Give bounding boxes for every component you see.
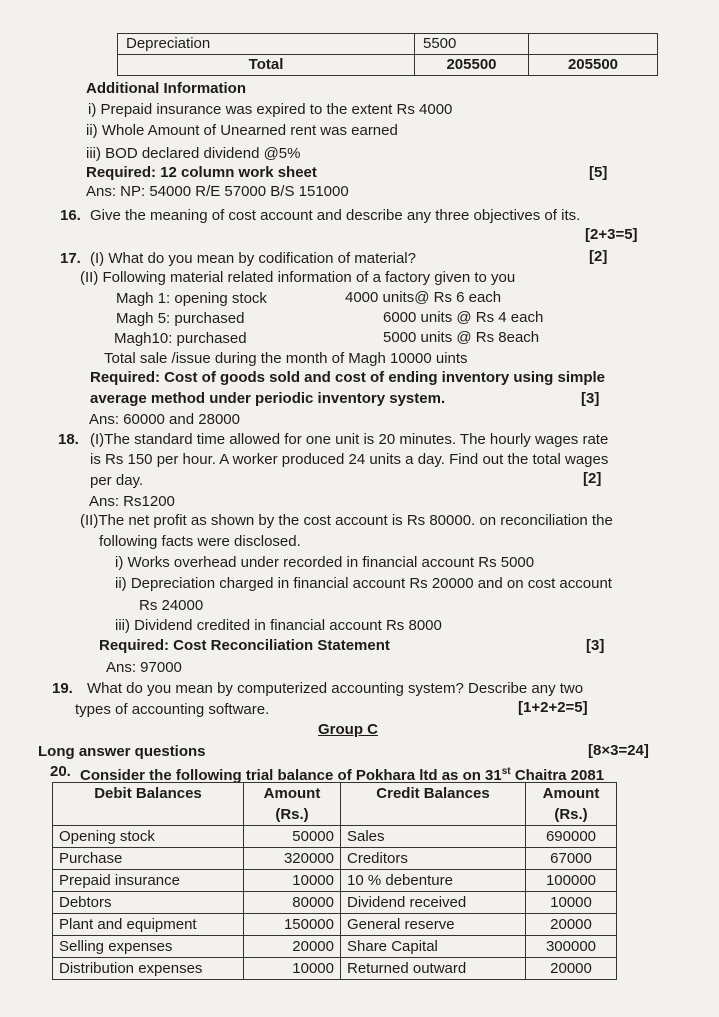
row-label: Depreciation bbox=[118, 34, 415, 55]
question-number: 17. bbox=[60, 250, 81, 267]
credit-amount: 20000 bbox=[526, 958, 617, 980]
debit-total: 205500 bbox=[415, 55, 529, 76]
question-number: 16. bbox=[60, 207, 81, 224]
row-label: Total bbox=[118, 55, 415, 76]
material-label: Magh10: purchased bbox=[114, 330, 247, 347]
marks: [3] bbox=[581, 390, 600, 407]
fact-item: ii) Depreciation charged in financial account Rs 20000 and on cost account bbox=[115, 575, 612, 592]
credit-item: Returned outward bbox=[341, 958, 526, 980]
question-text: following facts were disclosed. bbox=[99, 533, 301, 550]
credit-item: Share Capital bbox=[341, 936, 526, 958]
marks: [8×3=24] bbox=[588, 742, 649, 759]
info-item: ii) Whole Amount of Unearned rent was earned bbox=[86, 122, 398, 139]
question-text: (II) Following material related information of a factory given to you bbox=[80, 269, 516, 286]
required-text: Required: Cost of goods sold and cost of ending inventory using simple bbox=[90, 369, 606, 386]
answer: Ans: 60000 and 28000 bbox=[89, 411, 240, 428]
credit-amount: 100000 bbox=[526, 870, 617, 892]
question-text: (I)The standard time allowed for one unit is 20 minutes. The hourly wages rate bbox=[90, 431, 609, 448]
additional-info-heading: Additional Information bbox=[86, 80, 246, 97]
material-value: 4000 units@ Rs 6 each bbox=[345, 289, 502, 306]
question-number: 18. bbox=[58, 431, 79, 448]
credit-item: 10 % debenture bbox=[341, 870, 526, 892]
question-text: per day. bbox=[90, 472, 144, 489]
total-sale: Total sale /issue during the month of Magh 10000 uints bbox=[104, 350, 468, 367]
answer: Ans: 97000 bbox=[106, 659, 182, 676]
debit-item: Prepaid insurance bbox=[53, 870, 244, 892]
debit-amount: 80000 bbox=[244, 892, 341, 914]
required-text: Required: 12 column work sheet bbox=[86, 164, 317, 181]
table-row bbox=[53, 936, 617, 958]
debit-item: Plant and equipment bbox=[53, 914, 244, 936]
credit-amount: 67000 bbox=[526, 848, 617, 870]
question-text: is Rs 150 per hour. A worker produced 24 units a day. Find out the total wages bbox=[90, 451, 609, 468]
marks: [2] bbox=[583, 470, 602, 487]
table-row bbox=[118, 55, 658, 76]
credit-amount: 10000 bbox=[526, 892, 617, 914]
fact-item: iii) Dividend credited in financial account Rs 8000 bbox=[115, 617, 442, 634]
material-value: 6000 units @ Rs 4 each bbox=[383, 309, 544, 326]
table-row bbox=[53, 826, 617, 848]
debit-cell: 5500 bbox=[415, 34, 529, 55]
credit-amount-header: Amount (Rs.) bbox=[526, 783, 617, 826]
material-label: Magh 5: purchased bbox=[116, 310, 245, 327]
debit-item: Debtors bbox=[53, 892, 244, 914]
table-row bbox=[118, 34, 658, 55]
question-text: Consider the following trial balance of Pokhara ltd as on 31st Chaitra 2081 bbox=[80, 766, 605, 784]
marks: [5] bbox=[589, 164, 608, 181]
debit-amount-header: Amount (Rs.) bbox=[244, 783, 341, 826]
material-label: Magh 1: opening stock bbox=[116, 290, 267, 307]
debit-amount: 10000 bbox=[244, 870, 341, 892]
section-heading: Long answer questions bbox=[38, 743, 206, 760]
credit-total: 205500 bbox=[529, 55, 658, 76]
credit-item: Dividend received bbox=[341, 892, 526, 914]
credit-header: Credit Balances bbox=[341, 783, 526, 826]
question-text: types of accounting software. bbox=[75, 701, 270, 718]
table-row bbox=[53, 870, 617, 892]
debit-amount: 10000 bbox=[244, 958, 341, 980]
credit-item: General reserve bbox=[341, 914, 526, 936]
continued-worksheet-table bbox=[117, 33, 658, 76]
table-row bbox=[53, 848, 617, 870]
debit-header: Debit Balances bbox=[53, 783, 244, 826]
fact-item: Rs 24000 bbox=[139, 597, 204, 614]
credit-amount: 690000 bbox=[526, 826, 617, 848]
debit-amount: 20000 bbox=[244, 936, 341, 958]
question-text: Give the meaning of cost account and describe any three objectives of its. bbox=[90, 207, 581, 224]
table-row bbox=[53, 892, 617, 914]
info-item: iii) BOD declared dividend @5% bbox=[86, 145, 301, 162]
debit-amount: 150000 bbox=[244, 914, 341, 936]
debit-item: Selling expenses bbox=[53, 936, 244, 958]
marks: [1+2+2=5] bbox=[518, 699, 588, 716]
question-number: 19. bbox=[52, 680, 73, 697]
marks: [2+3=5] bbox=[585, 226, 638, 243]
credit-item: Creditors bbox=[341, 848, 526, 870]
answer: Ans: Rs1200 bbox=[89, 493, 175, 510]
info-item: i) Prepaid insurance was expired to the extent Rs 4000 bbox=[88, 101, 453, 118]
answer: Ans: NP: 54000 R/E 57000 B/S 151000 bbox=[86, 183, 349, 200]
required-text: Required: Cost Reconciliation Statement bbox=[99, 637, 390, 654]
trial-balance-table bbox=[52, 782, 617, 980]
credit-amount: 300000 bbox=[526, 936, 617, 958]
question-text: (II)The net profit as shown by the cost account is Rs 80000. on reconciliation the bbox=[80, 512, 613, 529]
table-header-row bbox=[53, 783, 617, 826]
debit-item: Distribution expenses bbox=[53, 958, 244, 980]
marks: [2] bbox=[589, 248, 608, 265]
table-row bbox=[53, 914, 617, 936]
debit-item: Purchase bbox=[53, 848, 244, 870]
credit-amount: 20000 bbox=[526, 914, 617, 936]
material-value: 5000 units @ Rs 8each bbox=[383, 329, 540, 346]
group-title: Group C bbox=[318, 721, 378, 738]
required-text: average method under periodic inventory system. bbox=[90, 390, 446, 407]
debit-amount: 50000 bbox=[244, 826, 341, 848]
debit-item: Opening stock bbox=[53, 826, 244, 848]
debit-amount: 320000 bbox=[244, 848, 341, 870]
question-text: (I) What do you mean by codification of material? bbox=[90, 250, 416, 267]
credit-item: Sales bbox=[341, 826, 526, 848]
question-text: What do you mean by computerized accounting system? Describe any two bbox=[87, 680, 584, 697]
credit-cell bbox=[529, 34, 658, 55]
table-row bbox=[53, 958, 617, 980]
marks: [3] bbox=[586, 637, 605, 654]
question-number: 20. bbox=[50, 763, 71, 780]
fact-item: i) Works overhead under recorded in financial account Rs 5000 bbox=[115, 554, 535, 571]
